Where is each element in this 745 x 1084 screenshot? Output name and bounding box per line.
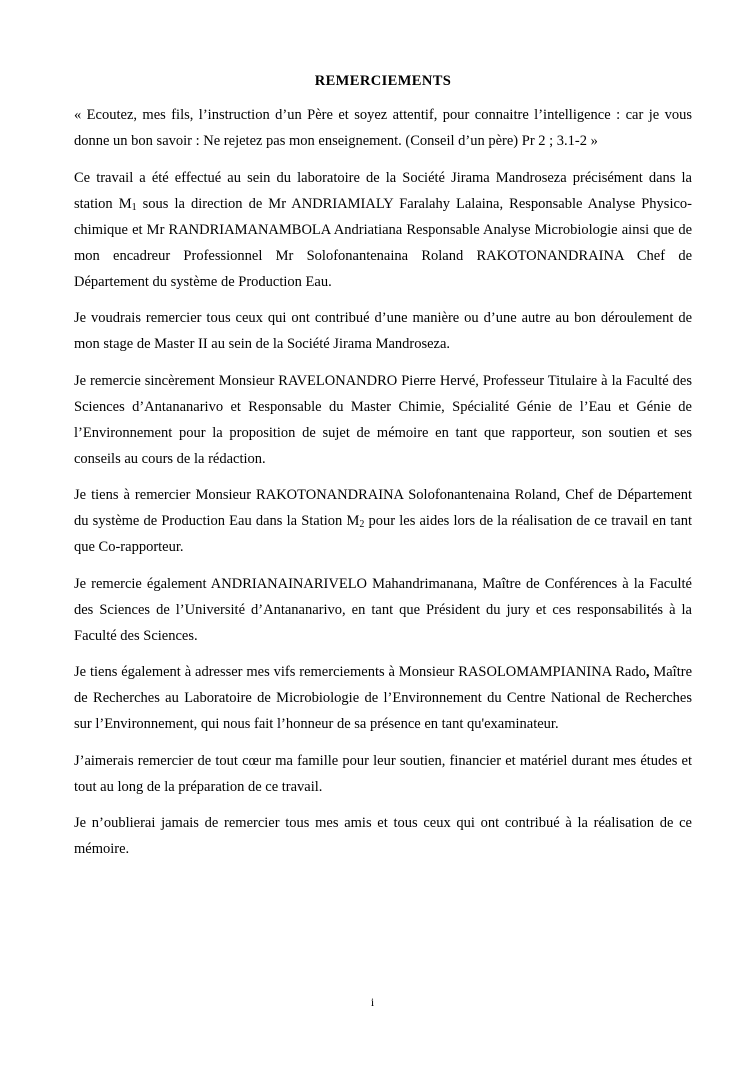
page-number: i [370, 995, 375, 1009]
paragraph-examiner-text-a: Je tiens également à adresser mes vifs remerciements à Monsieur RASOLOMAMPIANINA Rado [74, 664, 646, 680]
paragraph-co-rapporteur-text-a: Je tiens à remercier Monsieur RAKOTONANDRAINA Solofonantenaina Roland, Chef de Département du système de Production Eau dans la Station M [74, 487, 692, 529]
paragraph-rapporteur: Je remercie sincèrement Monsieur RAVELONANDRO Pierre Hervé, Professeur Titulaire à la Faculté des Sciences d’Antananarivo et Responsable du Master Chimie, Spécialité Génie de l’Eau et Génie de l’Environnement pour la proposition de sujet de mémoire en tant que rapporteur, son soutien et ses conseils au cours de la rédaction. [74, 372, 692, 467]
paragraph-examiner-text-b: Maître de Recherches au Laboratoire de Microbiologie de l’Environnement du Centre National de Recherches sur l’Environnement, qui nous fait l’honneur de sa présence en tant qu'examinateur. [74, 664, 693, 732]
acknowledgements-page [74, 68, 692, 873]
paragraph-family: J’aimerais remercier de tout cœur ma famille pour leur soutien, financier et matériel durant mes études et tout au long de la préparation de ce travail. [74, 752, 692, 795]
paragraph-jury-president: Je remercie également ANDRIANAINARIVELO Mahandrimanana, Maître de Conférences à la Faculté des Sciences de l’Université d’Antananarivo, en tant que Président du jury et ces responsabilités à la Faculté des Sciences. [74, 575, 692, 644]
station-subscript: 1 [131, 201, 137, 213]
paragraph-co-rapporteur-text-b: pour les aides lors de la réalisation de ce travail en tant que Co-rapporteur. [74, 513, 692, 555]
paragraph-co-rapporteur [74, 482, 692, 560]
station-subscript: 2 [359, 519, 365, 530]
paragraph-laboratory-text-b: sous la direction de Mr ANDRIAMIALY Faralahy Lalaina, Responsable Analyse Physico-chimique et Mr RANDRIAMANAMBOLA Andriatiana Responsable Analyse Microbiologie ainsi que de mon encadreur Professionnel Mr Solofonantenaina Roland RAKOTONANDRAINA Chef de Département du système de Production Eau. [74, 195, 692, 290]
paragraph-laboratory [74, 165, 692, 295]
paragraph-examiner [74, 659, 692, 737]
page-title: REMERCIEMENTS [314, 73, 452, 89]
paragraph-friends: Je n’oublierai jamais de remercier tous mes amis et tous ceux qui ont contribué à la réalisation de ce mémoire. [74, 815, 692, 857]
epigraph-quote: « Ecoutez, mes fils, l’instruction d’un Père et soyez attentif, pour connaitre l’intelligence : car je vous donne un bon savoir : Ne rejetez pas mon enseignement. (Conseil d’un père) Pr 2 ; 3.1-2 » [74, 107, 692, 149]
paragraph-laboratory-text-a: Ce travail a été effectué au sein du laboratoire de la Société Jirama Mandroseza précisément dans la station M [74, 169, 692, 212]
paragraph-thanks-all: Je voudrais remercier tous ceux qui ont contribué d’une manière ou d’une autre au bon déroulement de mon stage de Master II au sein de la Société Jirama Mandroseza. [74, 310, 692, 352]
bold-comma: , [645, 664, 650, 680]
